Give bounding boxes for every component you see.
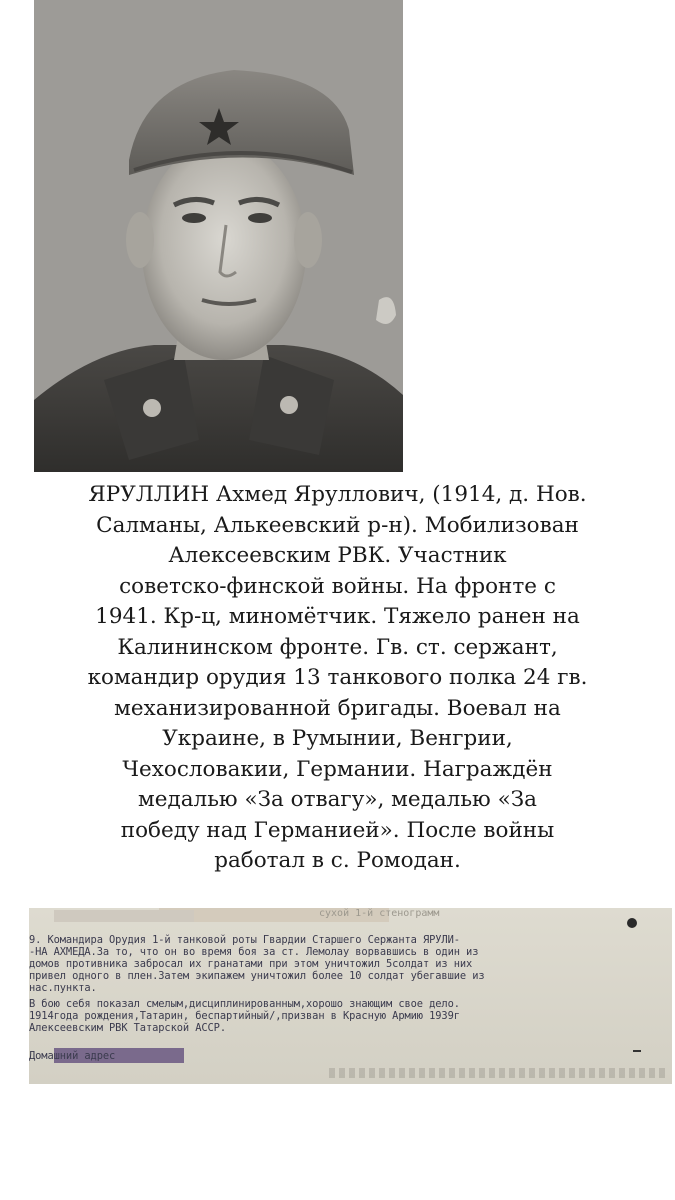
document-line: -НА АХМЕДА.За то, что он во время боя за ст. Лемолау ворвавшись в один из [29,946,479,958]
bio-line: Украине, в Румынии, Венгрии, [162,726,513,751]
bio-line: Чехословакии, Германии. Награждён [122,756,553,782]
bio-line: советско-финской войны. На фронте с [119,573,556,599]
portrait-photo [34,0,403,472]
redaction-bar [54,910,194,922]
ink-blot [627,918,637,928]
bio-line: Салманы, Алькеевский р-н). Мобилизован [96,512,579,538]
award-document-scan [29,908,672,1084]
bio-line: победу над Германией». После войны [120,817,555,843]
document-line: домов противника забросал их гранатами при этом уничтожил 5солдат из них [29,958,473,970]
bio-line: Калининском фронте. Гв. ст. сержант, [117,634,558,660]
document-line: 9. Командира Орудия 1-й танковой роты Гвардии Старшего Сержанта ЯРУЛИ- [29,934,460,946]
faint-footer-text [329,1068,669,1078]
document-line: привел одного в плен.Затем экипажем уничтожил более 10 солдат убегавшие из [29,970,485,982]
bio-line: работал в с. Ромодан. [214,848,461,873]
bio-line: командир орудия 13 танкового полка 24 гв. [87,665,588,690]
bio-line: ЯРУЛЛИН Ахмед Яруллович, (1914, д. Нов. [88,482,587,507]
soldier-portrait-image [34,0,403,472]
bio-line: 1941. Кр-ц, миномётчик. Тяжело ранен на [95,604,580,629]
document-line: нас.пункта. [29,982,97,994]
document-line: 1914года рождения,Татарин, беспартийный/,призван в Красную Армию 1939г [29,1010,460,1022]
faint-header-text: сухой 1-й стенограмм [319,908,440,919]
document-line: В бою себя показал смелым,дисциплинированным,хорошо знающим свое дело. [29,998,460,1010]
biography-text [40,480,635,877]
bio-line: механизированной бригады. Воевал на [114,695,561,721]
document-line: Домашний адрес [29,1050,116,1062]
document-line: Алексеевским РВК Татарской АССР. [29,1022,226,1034]
bio-line: медалью «За отвагу», медалью «За [138,787,537,812]
bio-line: Алексеевским РВК. Участник [168,543,507,568]
ink-dash [633,1050,641,1052]
